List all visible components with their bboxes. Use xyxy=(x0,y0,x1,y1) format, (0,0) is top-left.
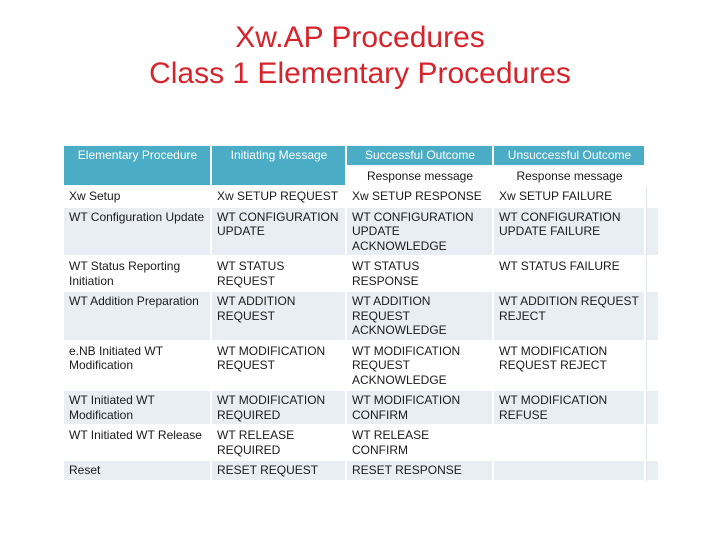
procedures-table xyxy=(64,146,660,482)
table-row xyxy=(64,292,660,342)
cell-successful-outcome: WT RELEASE CONFIRM xyxy=(347,426,494,461)
table-row xyxy=(64,426,660,461)
header-unsuccessful-outcome: Unsuccessful Outcome xyxy=(494,146,646,167)
table-row xyxy=(64,461,660,482)
row-edge xyxy=(646,208,660,258)
cell-unsuccessful-outcome: Xw SETUP FAILURE xyxy=(494,187,646,208)
cell-successful-outcome: WT MODIFICATION REQUEST ACKNOWLEDGE xyxy=(347,342,494,392)
cell-unsuccessful-outcome: WT MODIFICATION REQUEST REJECT xyxy=(494,342,646,392)
subheader-edge xyxy=(646,167,660,188)
cell-initiating-message: RESET REQUEST xyxy=(212,461,347,482)
slide-title xyxy=(0,20,720,92)
title-line-2: Class 1 Elementary Procedures xyxy=(149,57,571,90)
table-row xyxy=(64,342,660,392)
cell-procedure: WT Initiated WT Release xyxy=(64,426,212,461)
cell-initiating-message: WT STATUS REQUEST xyxy=(212,257,347,292)
cell-procedure: Reset xyxy=(64,461,212,482)
header-elementary-procedure: Elementary Procedure xyxy=(64,146,212,187)
cell-unsuccessful-outcome: WT MODIFICATION REFUSE xyxy=(494,391,646,426)
header-edge xyxy=(646,146,660,167)
cell-successful-outcome: WT CONFIGURATION UPDATE ACKNOWLEDGE xyxy=(347,208,494,258)
row-edge xyxy=(646,391,660,426)
cell-successful-outcome: WT ADDITION REQUEST ACKNOWLEDGE xyxy=(347,292,494,342)
cell-procedure: WT Configuration Update xyxy=(64,208,212,258)
subheader-successful-response: Response message xyxy=(347,167,494,188)
cell-procedure: e.NB Initiated WT Modification xyxy=(64,342,212,392)
table-header-row xyxy=(64,146,660,167)
table-row xyxy=(64,208,660,258)
row-edge xyxy=(646,257,660,292)
cell-procedure: WT Status Reporting Initiation xyxy=(64,257,212,292)
cell-initiating-message: WT CONFIGURATION UPDATE xyxy=(212,208,347,258)
cell-unsuccessful-outcome xyxy=(494,461,646,482)
cell-successful-outcome: WT STATUS RESPONSE xyxy=(347,257,494,292)
row-edge xyxy=(646,426,660,461)
row-edge xyxy=(646,292,660,342)
row-edge xyxy=(646,461,660,482)
cell-initiating-message: WT MODIFICATION REQUIRED xyxy=(212,391,347,426)
cell-successful-outcome: RESET RESPONSE xyxy=(347,461,494,482)
row-edge xyxy=(646,187,660,208)
cell-initiating-message: WT RELEASE REQUIRED xyxy=(212,426,347,461)
header-initiating-message: Initiating Message xyxy=(212,146,347,187)
cell-unsuccessful-outcome: WT ADDITION REQUEST REJECT xyxy=(494,292,646,342)
cell-successful-outcome: Xw SETUP RESPONSE xyxy=(347,187,494,208)
subheader-unsuccessful-response: Response message xyxy=(494,167,646,188)
cell-unsuccessful-outcome: WT STATUS FAILURE xyxy=(494,257,646,292)
cell-initiating-message: WT MODIFICATION REQUEST xyxy=(212,342,347,392)
cell-unsuccessful-outcome xyxy=(494,426,646,461)
cell-procedure: WT Initiated WT Modification xyxy=(64,391,212,426)
cell-initiating-message: WT ADDITION REQUEST xyxy=(212,292,347,342)
table-row xyxy=(64,187,660,208)
cell-procedure: Xw Setup xyxy=(64,187,212,208)
cell-unsuccessful-outcome: WT CONFIGURATION UPDATE FAILURE xyxy=(494,208,646,258)
table-row xyxy=(64,391,660,426)
header-successful-outcome: Successful Outcome xyxy=(347,146,494,167)
cell-procedure: WT Addition Preparation xyxy=(64,292,212,342)
cell-initiating-message: Xw SETUP REQUEST xyxy=(212,187,347,208)
table-row xyxy=(64,257,660,292)
row-edge xyxy=(646,342,660,392)
title-line-1: Xw.AP Procedures xyxy=(235,21,485,54)
cell-successful-outcome: WT MODIFICATION CONFIRM xyxy=(347,391,494,426)
